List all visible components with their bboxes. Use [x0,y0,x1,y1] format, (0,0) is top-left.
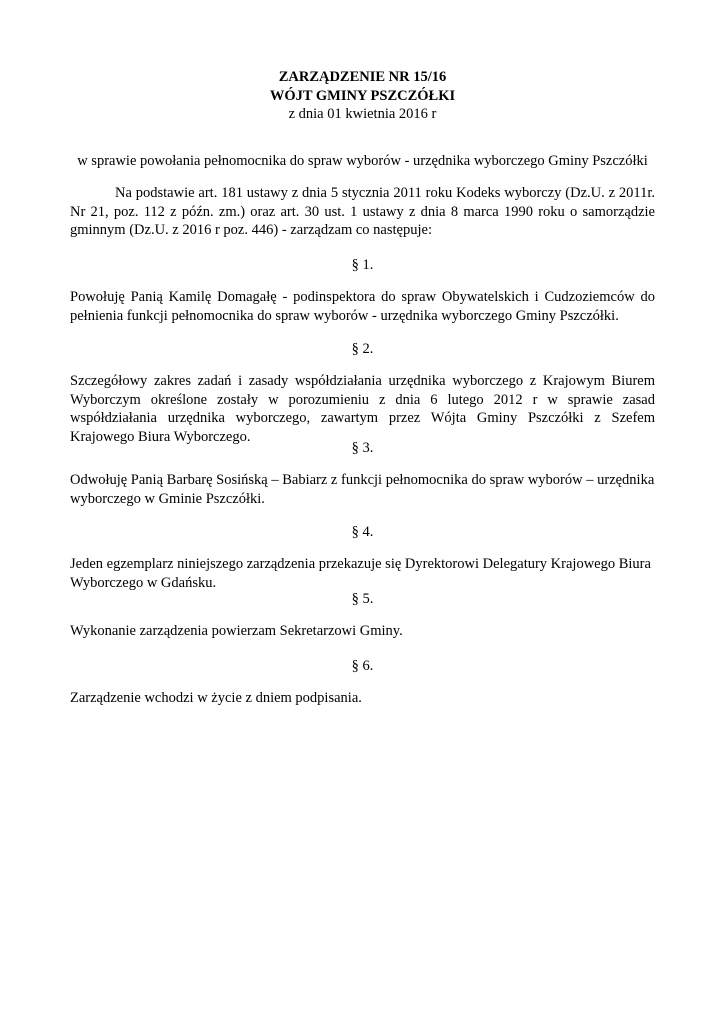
document-subject: w sprawie powołania pełnomocnika do spraw wyborów - urzędnika wyborczego Gminy Pszczółki [77,153,648,169]
preamble-paragraph: Na podstawie art. 181 ustawy z dnia 5 stycznia 2011 roku Kodeks wyborczy (Dz.U. z 2011r. Nr 21, poz. 112 z późn. zm.) oraz art. 30 ust. 1 ustawy z dnia 8 marca 1990 roku o samorządzie gminnym (Dz.U. z 2016 r poz. 446) - zarządzam co następuje: [70,185,655,238]
section-mark-1: § 1. [351,257,374,273]
section-mark-4: § 4. [351,524,374,540]
section-text-4: Jeden egzemplarz niniejszego zarządzenia przekazuje się Dyrektorowi Delegatury Krajowego Biura Wyborczego w Gdańsku. [70,556,651,591]
section-mark-3: § 3. [351,440,374,456]
document-date: z dnia 01 kwietnia 2016 r [288,106,437,122]
section-mark-5: § 5. [351,591,374,607]
section-text-6: Zarządzenie wchodzi w życie z dniem podpisania. [70,690,362,706]
section-text-1: Powołuję Panią Kamilę Domagałę - podinspektora do spraw Obywatelskich i Cudzoziemców do pełnienia funkcji pełnomocnika do spraw wyborów - urzędnika wyborczego Gminy Pszczółki. [70,289,655,324]
title-line-2: WÓJT GMINY PSZCZÓŁKI [269,87,456,104]
section-mark-2: § 2. [351,341,374,357]
section-text-5: Wykonanie zarządzenia powierzam Sekretarzowi Gminy. [70,623,403,639]
section-mark-6: § 6. [351,658,374,674]
section-text-2: Szczegółowy zakres zadań i zasady współdziałania urzędnika wyborczego z Krajowym Biurem Wyborczym określone zostały w porozumieniu z dnia 6 lutego 2012 r w sprawie zasad współdziałania urzędnika wyborczego, zawartym przez Wójta Gminy Pszczółki z Szefem Krajowego Biura Wyborczego. [70,373,655,445]
section-text-3: Odwołuję Panią Barbarę Sosińską – Babiarz z funkcji pełnomocnika do spraw wyborów – urzędnika wyborczego w Gminie Pszczółki. [70,472,655,507]
title-line-1: ZARZĄDZENIE NR 15/16 [278,69,447,85]
document-title [70,68,655,105]
